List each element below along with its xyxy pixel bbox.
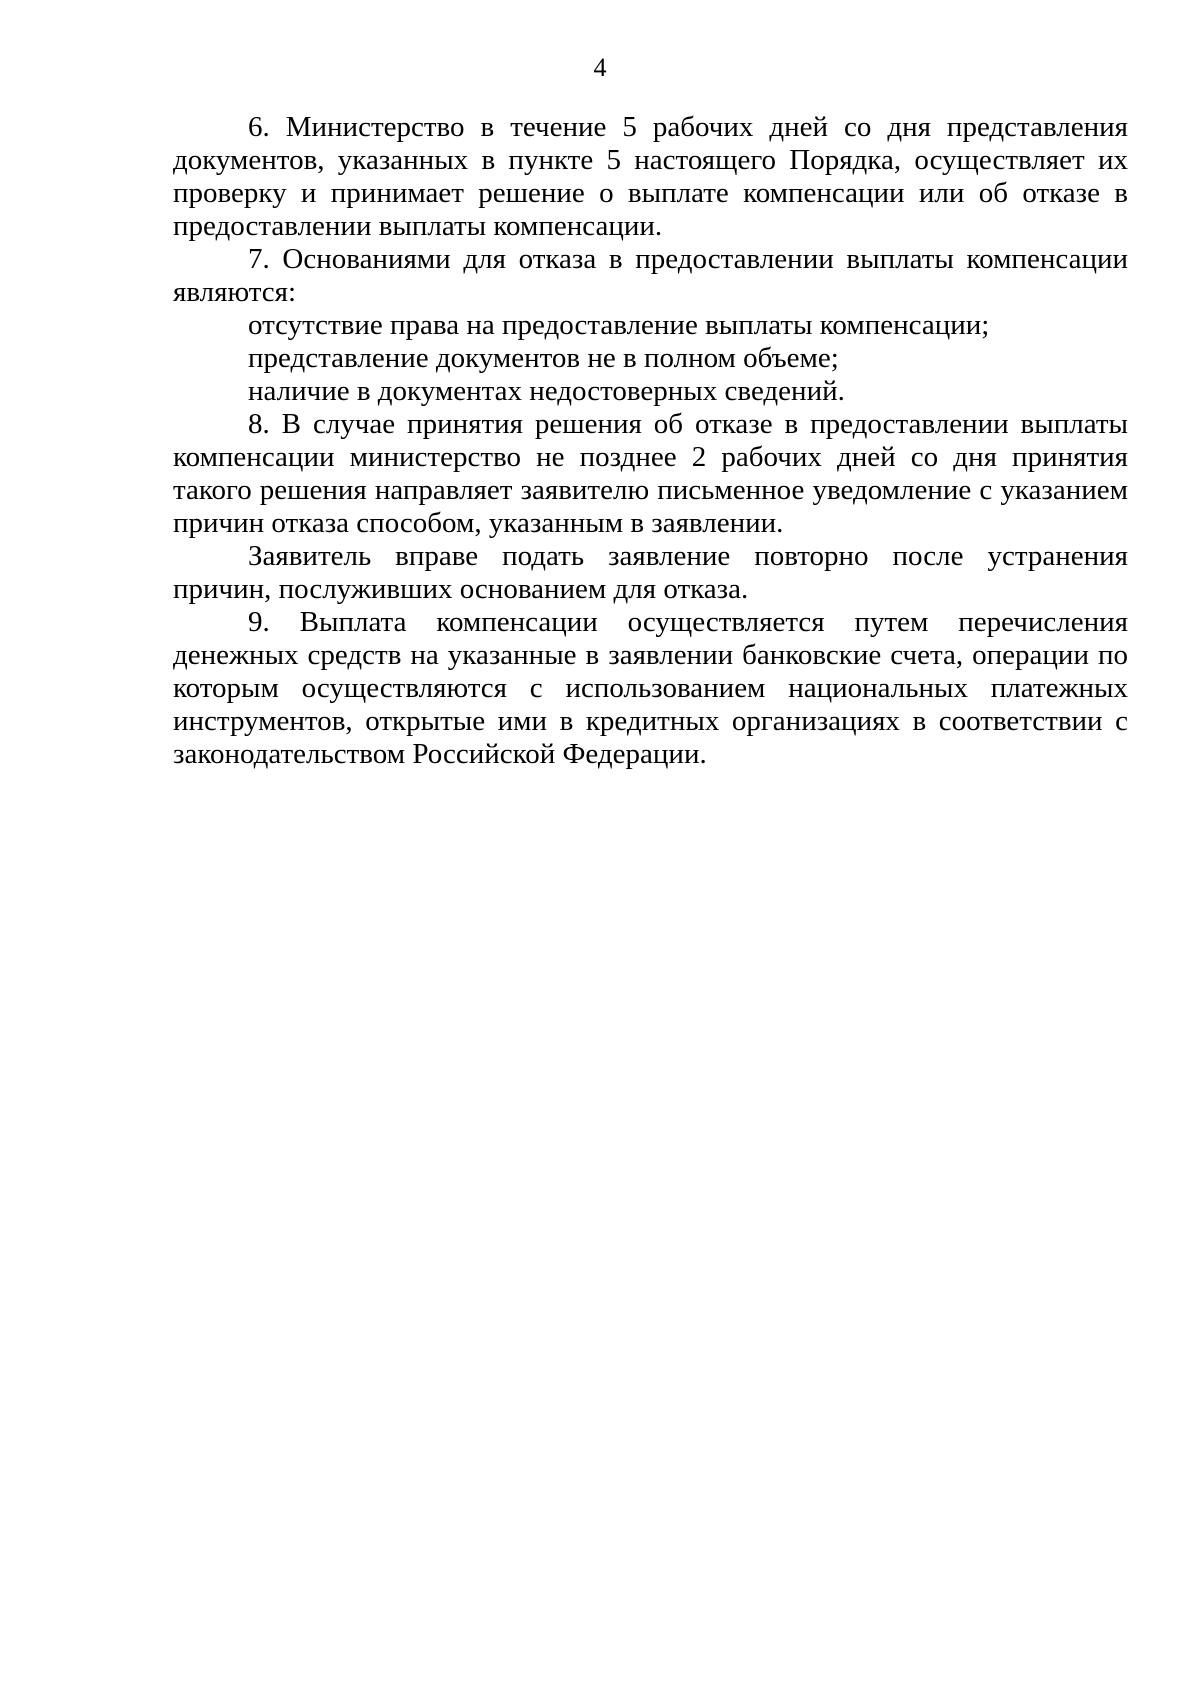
paragraph-8: 8. В случае принятия решения об отказе в предоставлении выплаты компенсации министерство не позднее 2 рабочих дней со дня принятия такого решения направляет заявителю письменное уведомление с указанием причин отказа способом, указанным в заявлении.	[173, 408, 1128, 539]
paragraph-7: 7. Основаниями для отказа в предоставлении выплаты компенсации являются:	[173, 243, 1128, 308]
refusal-ground-1: отсутствие права на предоставление выплаты компенсации;	[248, 309, 990, 341]
paragraph-9: 9. Выплата компенсации осуществляется путем перечисления денежных средств на указанные в заявлении банковские счета, операции по которым осуществляются с использованием национальных платежных инструментов, открытые ими в кредитных организациях в соответствии с законодательством Российской Федерации.	[173, 606, 1128, 770]
paragraph-8-resubmission: Заявитель вправе подать заявление повторно после устранения причин, послуживших основанием для отказа.	[173, 540, 1128, 605]
refusal-ground-3: наличие в документах недостоверных сведений.	[248, 375, 845, 407]
refusal-ground-2: представление документов не в полном объеме;	[248, 342, 839, 374]
paragraph-6: 6. Министерство в течение 5 рабочих дней со дня представления документов, указанных в пункте 5 настоящего Порядка, осуществляет их проверку и принимает решение о выплате компенсации или об отказе в предоставлении выплаты компенсации.	[173, 111, 1128, 242]
document-body	[173, 111, 1128, 771]
page-number: 4	[593, 53, 607, 82]
